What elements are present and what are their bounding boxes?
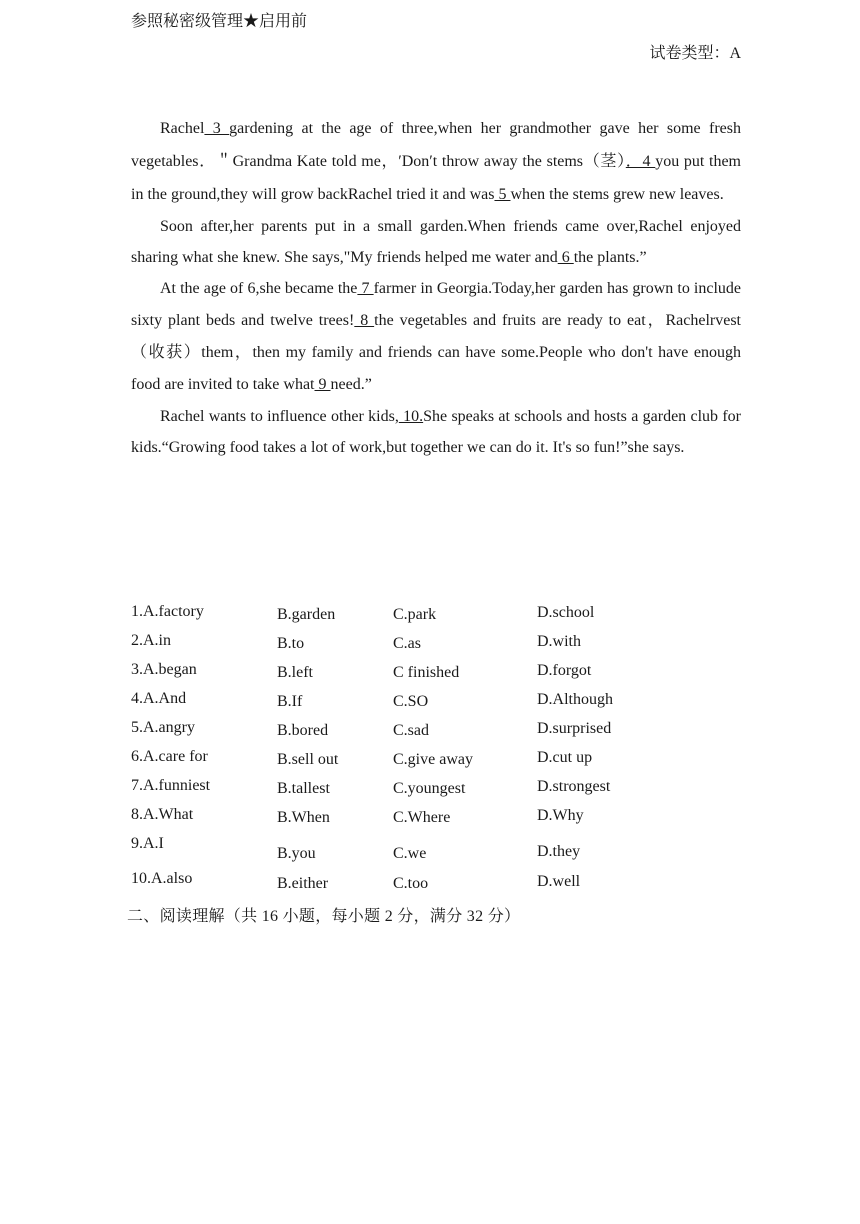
passage-text: the vegetables and fruits are ready to eat，Rachelrvest（收获）them，then my family and friends can have some.People who don't have enough food are invited to take what bbox=[131, 312, 742, 393]
passage-paragraph-1 bbox=[131, 112, 741, 211]
option-a: 3.A.began bbox=[131, 661, 197, 678]
passage-text: Rachel bbox=[160, 120, 205, 137]
section-heading: 二、阅读理解（共 16 小题，每小题 2 分，满分 32 分） bbox=[127, 908, 521, 925]
passage-paragraph-3 bbox=[131, 273, 741, 401]
option-a: 2.A.in bbox=[131, 632, 171, 649]
passage-text: you put them in the ground,they will grow backRachel tried it and was bbox=[131, 153, 742, 203]
option-c: C.SO bbox=[393, 693, 429, 710]
passage-text: need.” bbox=[330, 376, 372, 393]
blank-9: 9 bbox=[314, 376, 331, 393]
passage-text: At the age of 6,she became the bbox=[160, 280, 358, 297]
blank-5: 5 bbox=[494, 186, 511, 203]
passage-text: gardening at the age of three,when her grandmother gave her some fresh vegetables．＂Grandma Kate told me，′Don′t throw away the stems（茎） bbox=[131, 120, 741, 170]
option-a: 9.A.I bbox=[131, 835, 164, 852]
option-row bbox=[131, 661, 751, 690]
option-b: B.you bbox=[277, 845, 316, 862]
blank-10: 10. bbox=[398, 408, 424, 425]
option-b: B.left bbox=[277, 664, 313, 681]
option-c: C finished bbox=[393, 664, 460, 681]
option-b: B.to bbox=[277, 635, 305, 652]
passage-text: when the stems grew new leaves. bbox=[510, 186, 724, 203]
confidentiality-label: 参照秘密级管理★启用前 bbox=[131, 13, 308, 30]
option-row bbox=[131, 748, 751, 777]
option-d: D.well bbox=[537, 873, 581, 890]
option-a: 5.A.angry bbox=[131, 719, 195, 736]
option-b: B.tallest bbox=[277, 780, 330, 797]
option-c: C.Where bbox=[393, 809, 451, 826]
paper-type-label: 试卷类型：A bbox=[649, 45, 741, 62]
option-row bbox=[131, 690, 751, 719]
option-a: 8.A.What bbox=[131, 806, 194, 823]
passage-text: farmer in Georgia.Today,her garden has grown to include sixty plant beds and twelve trees! bbox=[131, 280, 742, 329]
option-row bbox=[131, 603, 751, 632]
option-b: B.When bbox=[277, 809, 330, 826]
option-row bbox=[131, 835, 751, 864]
passage-text: Soon after,her parents put in a small garden.When friends came over,Rachel enjoyed sharing what she knew. She says,"My friends helped me water and bbox=[131, 218, 741, 266]
passage-text: the plants.” bbox=[573, 249, 647, 266]
option-a: 4.A.And bbox=[131, 690, 187, 707]
option-d: D.cut up bbox=[537, 749, 593, 766]
passage-paragraph-2 bbox=[131, 211, 741, 273]
passage-paragraph-4 bbox=[131, 401, 741, 463]
option-row bbox=[131, 864, 751, 893]
option-c: C.give away bbox=[393, 751, 473, 768]
option-d: D.with bbox=[537, 633, 581, 650]
option-row bbox=[131, 632, 751, 661]
option-c: C.we bbox=[393, 845, 427, 862]
option-row bbox=[131, 806, 751, 835]
passage-text: She speaks at schools and hosts a garden club for kids.“Growing food takes a lot of work,but together we can do it. It's so fun!”she says. bbox=[131, 408, 741, 456]
cloze-passage bbox=[131, 112, 741, 463]
blank-3: 3 bbox=[204, 120, 230, 137]
option-d: D.Why bbox=[537, 807, 584, 824]
option-b: B.If bbox=[277, 693, 303, 710]
option-d: D.school bbox=[537, 604, 595, 621]
option-row bbox=[131, 777, 751, 806]
option-d: D.they bbox=[537, 843, 581, 860]
blank-8: 8 bbox=[354, 312, 375, 329]
option-b: B.either bbox=[277, 875, 329, 892]
option-a: 6.A.care for bbox=[131, 748, 208, 765]
answer-options bbox=[131, 603, 751, 893]
blank-4: ．4 bbox=[625, 153, 656, 170]
passage-text: Rachel wants to influence other kids, bbox=[160, 408, 399, 425]
option-c: C.too bbox=[393, 875, 429, 892]
option-d: D.forgot bbox=[537, 662, 592, 679]
option-a: 7.A.funniest bbox=[131, 777, 211, 794]
option-c: C.youngest bbox=[393, 780, 466, 797]
option-c: C.park bbox=[393, 606, 437, 623]
option-b: B.bored bbox=[277, 722, 329, 739]
option-b: B.garden bbox=[277, 606, 336, 623]
option-c: C.as bbox=[393, 635, 421, 652]
option-d: D.strongest bbox=[537, 778, 611, 795]
option-a: 10.A.also bbox=[131, 870, 193, 887]
blank-7: 7 bbox=[357, 280, 374, 297]
option-b: B.sell out bbox=[277, 751, 339, 768]
option-a: 1.A.factory bbox=[131, 603, 204, 620]
option-d: D.surprised bbox=[537, 720, 612, 737]
option-d: D.Although bbox=[537, 691, 613, 708]
option-c: C.sad bbox=[393, 722, 429, 739]
option-row bbox=[131, 719, 751, 748]
blank-6: 6 bbox=[557, 249, 574, 266]
